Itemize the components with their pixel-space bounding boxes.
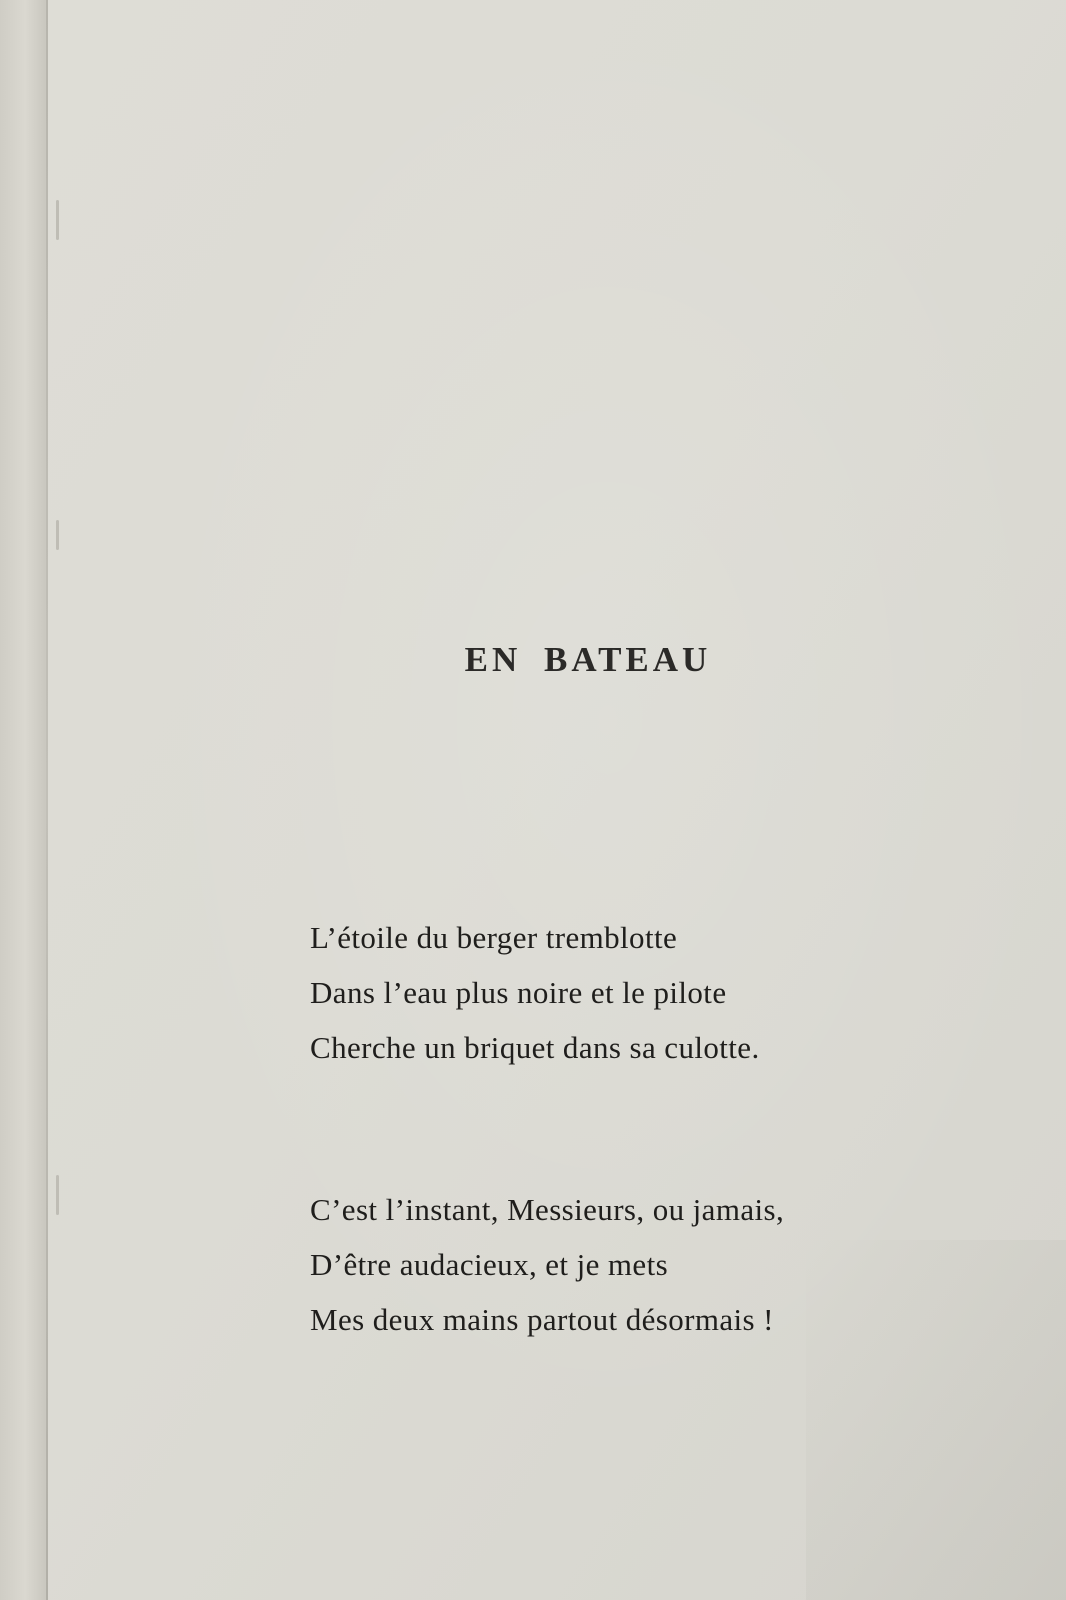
binding-thread — [56, 520, 59, 550]
binding-thread — [56, 200, 59, 240]
binding-thread — [56, 1175, 59, 1215]
poem-line: L’étoile du berger tremblotte — [310, 920, 678, 955]
poem-line: C’est l’instant, Messieurs, ou jamais, — [310, 1192, 785, 1227]
poem-line: Cherche un briquet dans sa culotte. — [310, 1030, 760, 1065]
book-page — [48, 0, 1066, 1600]
poem-line: Dans l’eau plus noire et le pilote — [310, 975, 727, 1010]
poem-line: Mes deux mains partout désormais ! — [310, 1302, 774, 1337]
facing-page-edge — [0, 0, 46, 1600]
poem-title: EN BATEAU — [464, 640, 712, 679]
poem-line: D’être audacieux, et je mets — [310, 1247, 669, 1282]
stanza-1 — [310, 910, 760, 1075]
stanza-2 — [310, 1182, 784, 1347]
